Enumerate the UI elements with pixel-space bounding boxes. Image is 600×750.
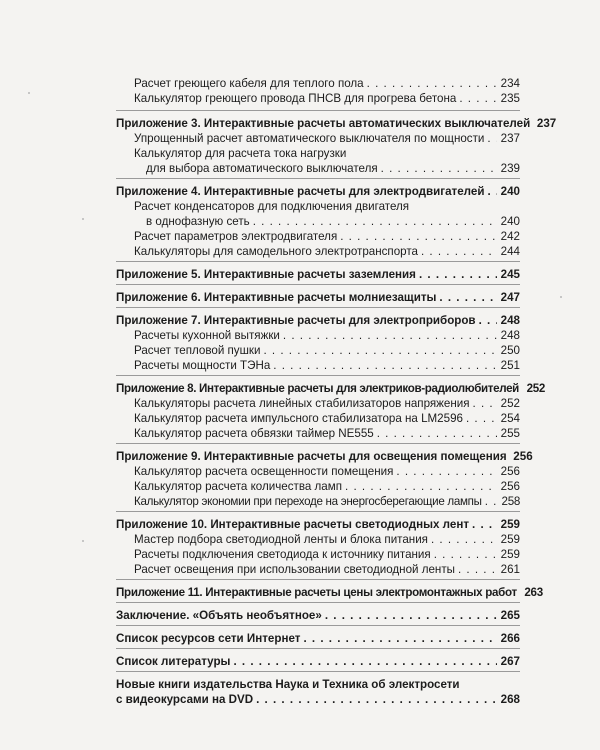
toc-page-number: 240 <box>500 215 520 228</box>
section-divider <box>116 261 520 262</box>
leader-dots <box>396 464 497 479</box>
toc-section <box>116 184 520 259</box>
toc-subentry[interactable] <box>116 358 520 373</box>
toc-heading-title: Приложение 5. Интерактивные расчеты заземления <box>116 268 416 281</box>
toc-subentry-title: Калькулятор расчета обвязки таймер NE555 <box>134 427 374 440</box>
section-divider <box>116 375 520 376</box>
leader-dots <box>473 396 497 411</box>
section-divider <box>116 648 520 649</box>
toc-subentry[interactable] <box>116 244 520 259</box>
leader-dots <box>485 494 497 509</box>
toc-heading[interactable] <box>116 290 520 305</box>
toc-subentry[interactable] <box>116 479 520 494</box>
toc-heading-title: Приложение 11. Интерактивные расчеты цены электромонтажных работ <box>116 586 517 599</box>
toc-heading-title: Приложение 9. Интерактивные расчеты для освещения помещения <box>116 450 507 463</box>
toc-heading[interactable] <box>116 517 520 532</box>
leader-dots <box>303 631 497 646</box>
toc-subentry-title: Мастер подбора светодиодной ленты и блока питания <box>134 533 428 546</box>
toc-heading-title: с видеокурсами на DVD <box>116 693 254 706</box>
toc-page-number: 250 <box>500 344 520 357</box>
toc-heading[interactable] <box>116 608 520 623</box>
toc-subentry-title: Калькуляторы для самодельного электротранспорта <box>134 245 418 258</box>
leader-dots <box>233 654 497 669</box>
toc-page-number: 237 <box>500 132 520 145</box>
toc-subentry-title: в однофазную сеть <box>146 215 250 228</box>
section-divider <box>116 178 520 179</box>
leader-dots <box>367 76 497 91</box>
leader-dots <box>253 214 497 229</box>
toc-section <box>116 267 520 282</box>
leader-dots <box>421 244 497 259</box>
toc-heading-title: Приложение 7. Интерактивные расчеты для электроприборов <box>116 314 476 327</box>
scan-speck <box>28 92 30 94</box>
toc-section <box>116 116 557 176</box>
section-divider <box>116 602 520 603</box>
toc-page-number: 234 <box>500 77 520 90</box>
toc-heading[interactable] <box>116 381 545 396</box>
scan-speck <box>560 296 562 298</box>
toc-subentry[interactable] <box>116 229 520 244</box>
leader-dots <box>283 328 497 343</box>
toc-subentry-title: Калькулятор расчета количества ламп <box>134 480 342 493</box>
toc-heading[interactable] <box>116 267 520 282</box>
toc-page-number: 256 <box>513 450 533 463</box>
toc-subentry[interactable] <box>116 76 520 91</box>
toc-section <box>116 517 520 577</box>
toc-subentry-title-line1: Калькулятор для расчета тока нагрузки <box>134 147 347 160</box>
toc-page-number: 239 <box>500 162 520 175</box>
toc-subentry-title: для выбора автоматического выключателя <box>146 162 378 175</box>
toc-page-number: 259 <box>500 548 520 561</box>
toc-page-number: 254 <box>500 412 520 425</box>
toc-section <box>116 585 543 600</box>
toc-heading[interactable] <box>116 631 520 646</box>
toc-heading-title: Приложение 8. Интерактивные расчеты для электриков-радиолюбителей <box>116 382 519 395</box>
toc-subentry[interactable] <box>116 426 520 441</box>
leader-dots <box>434 547 497 562</box>
toc-subentry-title: Упрощенный расчет автоматического выключателя по мощности <box>134 132 485 145</box>
section-divider <box>116 443 520 444</box>
toc-page-number: 258 <box>501 495 520 508</box>
toc-heading[interactable] <box>116 449 533 464</box>
toc-page-number: 251 <box>500 359 520 372</box>
leader-dots <box>466 411 497 426</box>
toc-page-number: 235 <box>500 92 520 105</box>
toc-subentry[interactable] <box>116 396 520 411</box>
toc-page-number: 268 <box>500 693 520 706</box>
toc-subentry-title: Расчеты мощности ТЭНа <box>134 359 271 372</box>
toc-subentry[interactable] <box>116 131 520 146</box>
toc-subentry[interactable] <box>116 532 520 547</box>
toc-page-number: 263 <box>524 586 543 599</box>
toc-heading-title: Список ресурсов сети Интернет <box>116 632 301 645</box>
section-divider <box>116 284 520 285</box>
toc-section <box>116 654 520 669</box>
toc-page-number: 267 <box>500 655 520 668</box>
toc-subentry[interactable] <box>116 494 520 509</box>
toc-page-number: 237 <box>536 117 557 130</box>
toc-page-number: 259 <box>500 518 520 531</box>
toc-subentry[interactable] <box>116 464 520 479</box>
leader-dots <box>487 184 497 199</box>
toc-heading[interactable] <box>116 116 557 131</box>
toc-heading[interactable] <box>116 692 520 707</box>
toc-page-number: 248 <box>500 329 520 342</box>
toc-heading-title: Приложение 4. Интерактивные расчеты для электродвигателей <box>116 185 485 198</box>
section-divider <box>116 671 520 672</box>
toc-heading-title: Заключение. «Объять необъятное» <box>116 609 322 622</box>
toc-page-number: 255 <box>500 427 520 440</box>
toc-page-number: 245 <box>500 268 520 281</box>
leader-dots <box>487 131 497 146</box>
toc-subentry-title: Расчеты подключения светодиода к источнику питания <box>134 548 431 561</box>
toc-heading[interactable] <box>116 313 520 328</box>
toc-page-number: 259 <box>500 533 520 546</box>
toc-subentry[interactable] <box>116 547 520 562</box>
leader-dots <box>263 343 497 358</box>
toc-subentry[interactable] <box>116 91 520 106</box>
leader-dots <box>479 313 497 328</box>
toc-subentry-title: Калькулятор экономии при переходе на энергосберегающие лампы <box>134 495 482 508</box>
toc-heading[interactable] <box>116 654 520 669</box>
leader-dots <box>419 267 497 282</box>
toc-section <box>116 631 520 646</box>
leader-dots <box>431 532 497 547</box>
section-divider <box>116 110 520 111</box>
toc-heading-title-line1: Новые книги издательства Наука и Техника об электросети <box>116 678 460 691</box>
toc-page-number: 252 <box>526 382 545 395</box>
leader-dots <box>256 692 497 707</box>
toc-page-number: 244 <box>500 245 520 258</box>
leader-dots <box>459 91 497 106</box>
toc-section <box>116 677 520 707</box>
toc-section <box>116 290 520 305</box>
toc-page-number: 247 <box>500 291 520 304</box>
leader-dots <box>325 608 497 623</box>
leader-dots <box>381 161 497 176</box>
leader-dots <box>345 479 497 494</box>
toc-page-number: 256 <box>500 480 520 493</box>
toc-subentry-title: Расчет тепловой пушки <box>134 344 261 357</box>
section-divider <box>116 511 520 512</box>
toc-heading-title: Список литературы <box>116 655 231 668</box>
toc-page-number: 242 <box>500 230 520 243</box>
toc-section <box>116 76 520 106</box>
toc-page-number: 248 <box>500 314 520 327</box>
toc-page-number: 256 <box>500 465 520 478</box>
toc-subentry[interactable] <box>116 161 520 176</box>
toc-heading[interactable] <box>116 585 543 600</box>
toc-subentry-title: Расчет греющего кабеля для теплого пола <box>134 77 364 90</box>
scan-speck <box>82 218 84 220</box>
toc-page-number: 266 <box>500 632 520 645</box>
toc-page-number: 252 <box>500 397 520 410</box>
toc-section <box>116 313 520 373</box>
scan-speck <box>82 540 84 542</box>
leader-dots <box>273 358 497 373</box>
toc-section <box>116 608 520 623</box>
toc-subentry-title: Калькулятор греющего провода ПНСВ для прогрева бетона <box>134 92 457 105</box>
toc-subentry-title: Расчеты кухонной вытяжки <box>134 329 280 342</box>
toc-heading-title: Приложение 6. Интерактивные расчеты молниезащиты <box>116 291 437 304</box>
toc-subentry-title-line1: Расчет конденсаторов для подключения двигателя <box>134 200 410 213</box>
leader-dots <box>472 517 497 532</box>
toc-subentry-title: Калькуляторы расчета линейных стабилизаторов напряжения <box>134 397 470 410</box>
toc-page-number: 265 <box>500 609 520 622</box>
leader-dots <box>377 426 497 441</box>
toc-subentry[interactable] <box>116 562 520 577</box>
leader-dots <box>439 290 497 305</box>
table-of-contents <box>116 76 557 707</box>
toc-subentry[interactable] <box>116 328 520 343</box>
toc-section <box>116 381 545 441</box>
section-divider <box>116 625 520 626</box>
toc-subentry[interactable] <box>116 343 520 358</box>
toc-section <box>116 449 533 509</box>
section-divider <box>116 307 520 308</box>
toc-heading-title: Приложение 10. Интерактивные расчеты светодиодных лент <box>116 518 469 531</box>
leader-dots <box>458 562 497 577</box>
toc-subentry[interactable] <box>116 411 520 426</box>
toc-subentry-title: Калькулятор расчета освещенности помещения <box>134 465 394 478</box>
toc-subentry-title: Калькулятор расчета импульсного стабилизатора на LM2596 <box>134 412 463 425</box>
toc-page-number: 240 <box>500 185 520 198</box>
toc-page-number: 261 <box>500 563 520 576</box>
leader-dots <box>340 229 497 244</box>
toc-heading[interactable] <box>116 184 520 199</box>
section-divider <box>116 579 520 580</box>
toc-subentry-title: Расчет освещения при использовании светодиодной ленты <box>134 563 455 576</box>
toc-heading-title: Приложение 3. Интерактивные расчеты автоматических выключателей <box>116 117 531 130</box>
toc-subentry-title: Расчет параметров электродвигателя <box>134 230 338 243</box>
toc-subentry[interactable] <box>116 214 520 229</box>
